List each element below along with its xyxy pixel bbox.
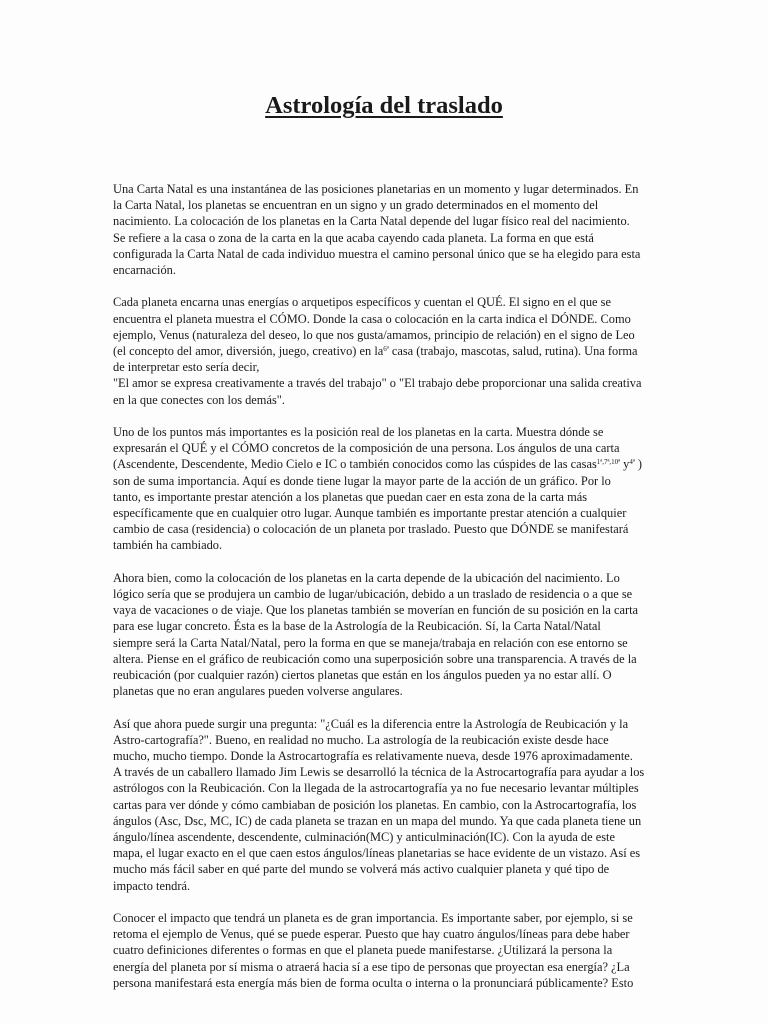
text-line: Cada planeta encarna unas energías o arquetipos específicos y cuentan el QUÉ. El signo en el que se <box>113 295 611 310</box>
superscript-text: 4ª <box>629 458 635 467</box>
text-line: para ese lugar concreto. Ésta es la base de la Astrología de la Reubicación. Sí, la Carta Natal/Natal <box>113 619 601 634</box>
text-line: Conocer el impacto que tendrá un planeta es de gran importancia. Es importante saber, por ejemplo, si se <box>113 911 633 926</box>
paragraph <box>113 181 641 278</box>
text-line: tanto, es importante prestar atención a los planetas que puedan caer en esta zona de la carta más <box>113 489 588 504</box>
paragraph <box>113 570 639 700</box>
text-line: retoma el ejemplo de Venus, qué se puede esperar. Puesto que hay cuatro ángulos/líneas para debe haber <box>113 927 630 942</box>
text-line: nacimiento. La colocación de los planetas en la Carta Natal depende del lugar físico real del nacimiento. <box>113 214 630 229</box>
text-line: cartas para ver dónde y cómo cambiaban de posición los planetas. En cambio, con la Astrocartografía, los <box>113 797 637 812</box>
text-line: cambio de casa (residencia) o colocación de un planeta por traslado. Puesto que DÓNDE se manifestará <box>113 522 629 537</box>
text-line <box>113 343 638 359</box>
text-line: también ha cambiado. <box>113 538 223 553</box>
text-line: encuentra el planeta muestra el CÓMO. Donde la casa o colocación en la carta indica el DÓNDE. Como <box>113 311 631 326</box>
text-line: ejemplo, Venus (naturaleza del deseo, lo que nos gusta/amamos, principio de relación) en el signo de Leo <box>113 327 635 342</box>
text-segment: (el concepto del amor, diversión, juego, creativo) en la <box>113 344 384 359</box>
text-line: reubicación (por cualquier razón) ciertos planetas que están en los ángulos pueden ya no estar allí. O <box>113 668 612 683</box>
text-line: energía del planeta por sí misma o atraerá hacia sí a ese tipo de personas que proyectan esa energía? ¿La <box>113 959 630 974</box>
text-segment: (Ascendente, Descendente, Medio Cielo e IC o también conocidos como las cúspides de las casas <box>113 457 597 472</box>
text-line: ángulos (Asc, Dsc, MC, IC) de cada planeta se trazan en un mapa del mundo. Ya que cada planeta tiene un <box>113 813 642 828</box>
text-line: cuatro definiciones diferentes o formas en que el planeta puede manifestarse. ¿Utilizará la persona la <box>113 943 613 958</box>
text-line: específicamente que en cualquier otro lugar. Aunque también es importante prestar atención a cualquier <box>113 506 627 521</box>
text-line: Ahora bien, como la colocación de los planetas en la carta depende de la ubicación del nacimiento. Lo <box>113 570 620 585</box>
text-line: A través de un caballero llamado Jim Lewis se desarrolló la técnica de la Astrocartografía para ayudar a los <box>113 765 645 780</box>
text-line: Una Carta Natal es una instantánea de las posiciones planetarias en un momento y lugar determinados. En <box>113 182 639 196</box>
paragraph <box>113 716 645 894</box>
paragraph <box>113 910 633 991</box>
text-segment: y <box>620 457 630 472</box>
superscript-text: 1ª,7ª,10ª <box>596 458 621 467</box>
superscript-text: 6ª <box>383 345 389 354</box>
text-line: altera. Piense en el gráfico de reubicación como una superposición sobre una transparencia. A través de la <box>113 651 637 666</box>
text-line: mucho más fácil saber en qué parte del mundo se volverá más activo cualquier planeta y qué tipo de <box>113 862 610 877</box>
text-line: lógico sería que se produjera un cambio de lugar/ubicación, debido a un traslado de residencia o a que se <box>113 587 633 602</box>
text-line: encarnación. <box>113 263 176 278</box>
text-line: expresarán el QUÉ y el CÓMO concretos de la composición de una persona. Los ángulos de una carta <box>113 441 620 456</box>
text-line: astrólogos con la Reubicación. Con la llegada de la astrocartografía ya no fue necesario levantar múltiples <box>113 781 639 796</box>
text-line <box>113 456 643 472</box>
text-line: mucho, mucho tiempo. Donde la Astrocartografía es relativamente nueva, desde 1976 aproximadamente. <box>113 749 633 764</box>
text-line: Así que ahora puede surgir una pregunta: "¿Cuál es la diferencia entre la Astrología de Reubicación y la <box>113 716 629 731</box>
text-line: vaya de vacaciones o de viaje. Que los planetas también se moverían en función de su posición en la carta <box>113 603 639 618</box>
text-line: son de suma importancia. Aquí es donde tiene lugar la mayor parte de la acción de un gráfico. Por lo <box>113 473 611 488</box>
text-line: mapa, el lugar exacto en el que caen estos ángulos/líneas planetarias se hace evidente de un vistazo. Así es <box>113 846 641 861</box>
document-title: Astrología del traslado <box>265 92 503 119</box>
text-line: "El amor se expresa creativamente a través del trabajo" o "El trabajo debe proporcionar una salida creativa <box>113 376 642 391</box>
text-line: Astro-cartografía?". Bueno, en realidad no mucho. La astrología de la reubicación existe desde hace <box>113 732 609 747</box>
text-line: de interpretar esto sería decir, <box>113 360 260 375</box>
text-line: Se refiere a la casa o zona de la carta en la que acaba cayendo cada planeta. La forma en que está <box>113 230 594 245</box>
text-line: Uno de los puntos más importantes es la posición real de los planetas en la carta. Muestra dónde se <box>113 425 604 440</box>
document-body <box>113 181 645 1007</box>
text-line: siempre será la Carta Natal/Natal, pero la forma en que se maneja/trabaja en relación con ese entorno se <box>113 635 628 650</box>
text-line: planetas que no eran angulares pueden volverse angulares. <box>113 684 403 699</box>
text-line: ángulo/línea ascendente, descendente, culminación(MC) y anticulminación(IC). Con la ayuda de este <box>113 830 615 845</box>
text-line: persona manifestará esta energía más bien de forma oculta o interna o la pronunciará públicamente? Esto <box>113 975 634 990</box>
text-line: la Carta Natal, los planetas se encuentran en un signo y un grado determinados en el momento del <box>113 198 599 213</box>
text-line: configurada la Carta Natal de cada individuo muestra el camino personal único que se ha elegido para esta <box>113 246 641 261</box>
paragraph <box>113 294 642 407</box>
text-line: en la que conectes con los demás". <box>113 392 285 407</box>
paragraph <box>113 424 643 554</box>
text-line: impacto tendrá. <box>113 878 191 893</box>
text-segment: ) <box>634 457 643 472</box>
text-segment: casa (trabajo, mascotas, salud, rutina). Una forma <box>388 344 638 359</box>
